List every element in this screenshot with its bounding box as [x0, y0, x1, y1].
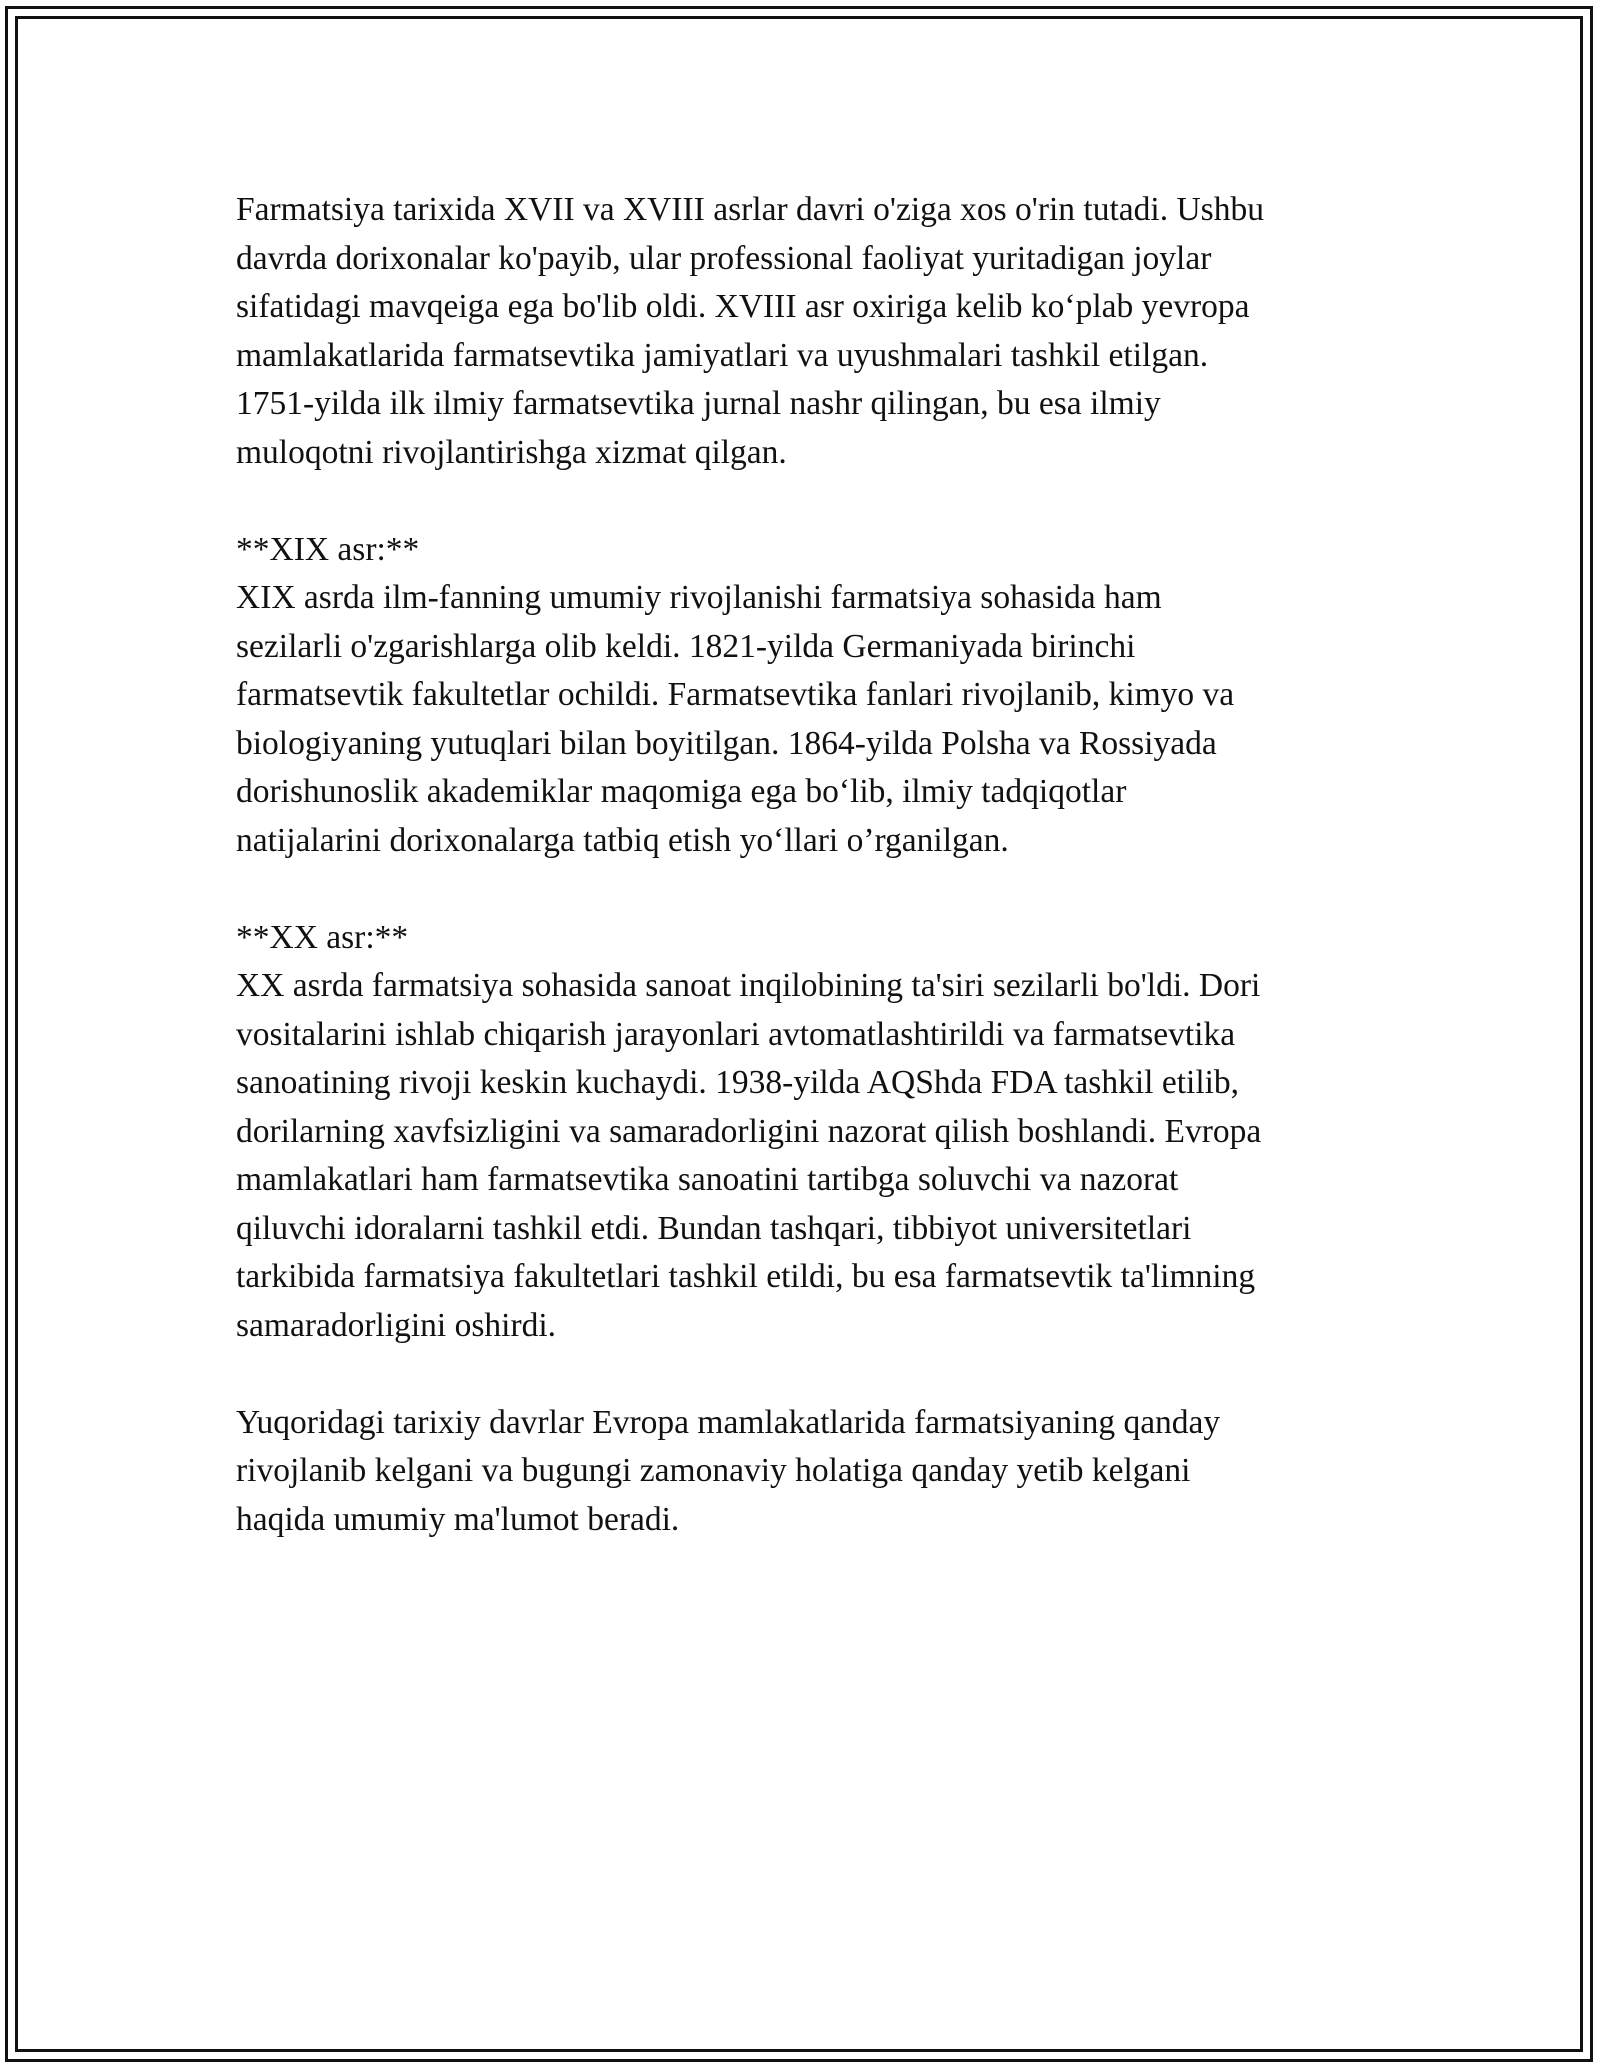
- text-line: mamlakatlari ham farmatsevtika sanoatini tartibga soluvchi va nazorat: [236, 1161, 1179, 1198]
- text-line: sanoatining rivoji keskin kuchaydi. 1938-yilda AQShda FDA tashkil etilib,: [236, 1064, 1240, 1101]
- text-line: sifatidagi mavqeiga ega bo'lib oldi. XVIII asr oxiriga kelib ko‘plab yevropa: [236, 288, 1250, 325]
- text-line: haqida umumiy ma'lumot beradi.: [236, 1500, 680, 1538]
- text-line: rivojlanib kelgani va bugungi zamonaviy holatiga qanday yetib kelgani: [236, 1452, 1191, 1489]
- text-line: XIX asrda ilm-fanning umumiy rivojlanishi farmatsiya sohasida ham: [236, 579, 1162, 616]
- section-xix: [236, 526, 1376, 866]
- text-line: vositalarini ishlab chiqarish jarayonlari avtomatlashtirildi va farmatsevtika: [236, 1015, 1236, 1053]
- text-line: mamlakatlarida farmatsevtika jamiyatlari va uyushmalari tashkil etilgan.: [236, 336, 1209, 374]
- section-xx: [236, 914, 1376, 1351]
- text-line: dorishunoslik akademiklar maqomiga ega bo‘lib, ilmiy tadqiqotlar: [236, 773, 1127, 810]
- text-line: sezilarli o'zgarishlarga olib keldi. 1821-yilda Germaniyada birinchi: [236, 627, 1136, 665]
- text-line: farmatsevtik fakultetlar ochildi. Farmatsevtika fanlari rivojlanib, kimyo va: [236, 676, 1235, 713]
- text-line: qiluvchi idoralarni tashkil etdi. Bundan tashqari, tibbiyot universitetlari: [236, 1209, 1192, 1247]
- text-line: samaradorligini oshirdi.: [236, 1306, 557, 1344]
- intro-paragraph: [236, 186, 1376, 477]
- text-line: muloqotni rivojlantirishga xizmat qilgan.: [236, 433, 787, 471]
- text-line: XX asrda farmatsiya sohasida sanoat inqilobining ta'siri sezilarli bo'ldi. Dori: [236, 967, 1261, 1004]
- section-heading-xix: **XIX asr:**: [236, 530, 420, 568]
- text-line: Yuqoridagi tarixiy davrlar Evropa mamlakatlarida farmatsiyaning qanday: [236, 1403, 1221, 1441]
- conclusion-paragraph: [236, 1399, 1376, 1545]
- section-heading-xx: **XX asr:**: [236, 918, 409, 956]
- text-line: tarkibida farmatsiya fakultetlari tashkil etildi, bu esa farmatsevtik ta'limning: [236, 1258, 1256, 1295]
- text-line: 1751-yilda ilk ilmiy farmatsevtika jurnal nashr qilingan, bu esa ilmiy: [236, 385, 1161, 422]
- text-line: biologiyaning yutuqlari bilan boyitilgan. 1864-yilda Polsha va Rossiyada: [236, 724, 1217, 762]
- text-line: dorilarning xavfsizligini va samaradorligini nazorat qilish boshlandi. Evropa: [236, 1112, 1262, 1150]
- text-line: natijalarini dorixonalarga tatbiq etish yo‘llari o’rganilgan.: [236, 821, 1009, 859]
- document-body: [236, 186, 1376, 1593]
- text-line: davrda dorixonalar ko'payib, ular professional faoliyat yuritadigan joylar: [236, 239, 1212, 277]
- text-line: Farmatsiya tarixida XVII va XVIII asrlar davri o'ziga xos o'rin tutadi. Ushbu: [236, 191, 1264, 228]
